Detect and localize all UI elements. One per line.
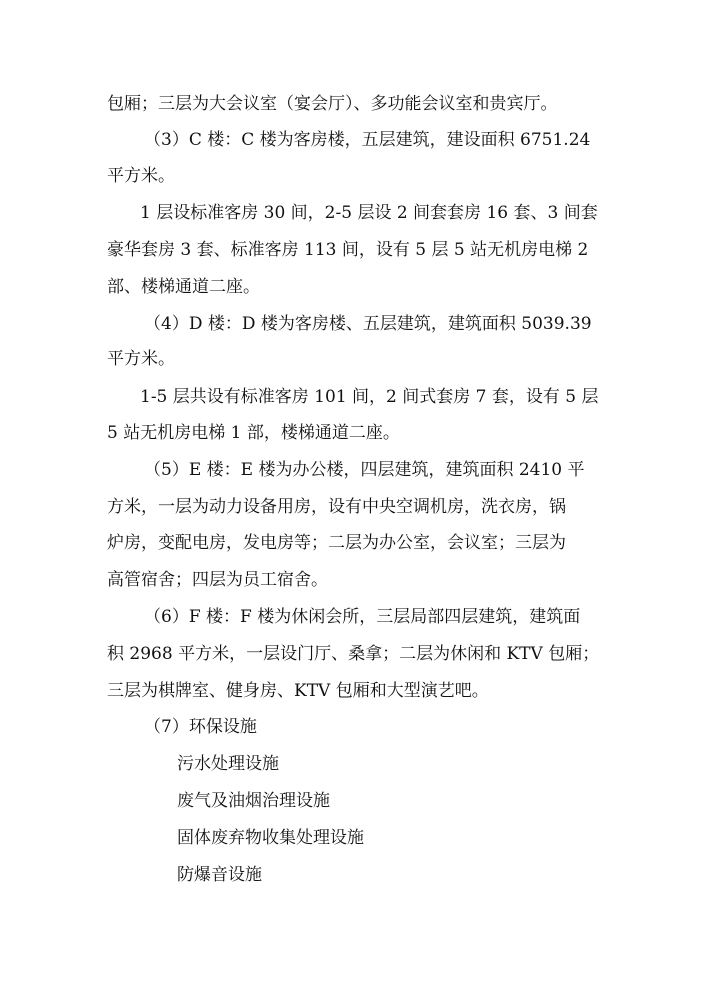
list-item-1: 污水处理设施 xyxy=(177,754,279,774)
list-item-3: 固体废弃物收集处理设施 xyxy=(177,828,364,848)
text-line-17: 三层为棋牌室、健身房、KTV 包厢和大型演艺吧。 xyxy=(107,681,489,701)
text-line-2: （3）C 楼：C 楼为客房楼，五层建筑，建设面积 6751.24 xyxy=(144,130,591,150)
text-line-16: 积 2968 平方米，一层设门厅、桑拿；二层为休闲和 KTV 包厢； xyxy=(107,644,600,664)
text-line-14: 高管宿舍；四层为员工宿舍。 xyxy=(107,570,328,590)
text-line-9: 1-5 层共设有标准客房 101 间，2 间式套房 7 套，设有 5 层 xyxy=(140,387,599,407)
text-line-6: 部、楼梯通道二座。 xyxy=(107,277,260,297)
text-line-4: 1 层设标准客房 30 间，2-5 层设 2 间套套房 16 套、3 间套 xyxy=(140,203,598,223)
text-line-15: （6）F 楼：F 楼为休闲会所，三层局部四层建筑，建筑面 xyxy=(144,607,581,627)
list-item-2: 废气及油烟治理设施 xyxy=(177,791,330,811)
text-line-13: 炉房，变配电房，发电房等；二层为办公室，会议室；三层为 xyxy=(107,533,566,553)
list-item-4: 防爆音设施 xyxy=(177,865,262,885)
text-line-8: 平方米。 xyxy=(107,349,175,369)
text-line-18: （7）环保设施 xyxy=(144,717,257,737)
text-line-11: （5）E 楼：E 楼为办公楼，四层建筑，建筑面积 2410 平 xyxy=(144,460,585,480)
text-line-1: 包厢；三层为大会议室（宴会厅）、多功能会议室和贵宾厅。 xyxy=(107,94,558,114)
text-line-3: 平方米。 xyxy=(107,166,175,186)
text-line-10: 5 站无机房电梯 1 部，楼梯通道二座。 xyxy=(107,423,400,443)
text-line-12: 方米，一层为动力设备用房，设有中央空调机房，洗衣房，锅 xyxy=(107,497,566,517)
text-line-5: 豪华套房 3 套、标准客房 113 间，设有 5 层 5 站无机房电梯 2 xyxy=(107,240,589,260)
text-line-7: （4）D 楼：D 楼为客房楼、五层建筑，建筑面积 5039.39 xyxy=(144,314,592,334)
